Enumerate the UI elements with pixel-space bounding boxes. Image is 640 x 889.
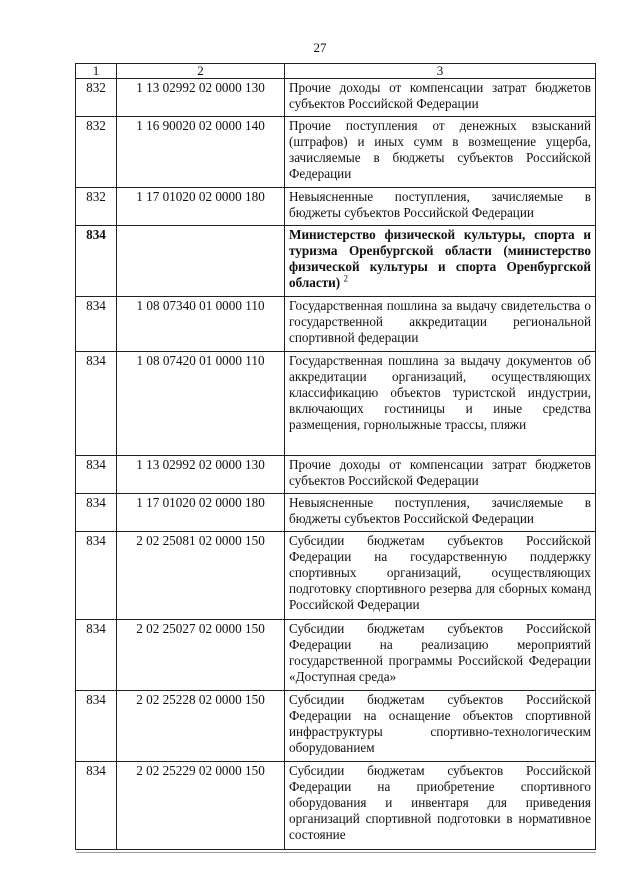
revenue-name-cell (285, 79, 596, 117)
revenue-name-text: Субсидии бюджетам субъектов Российской Федерации на государственную поддержку спортивных организаций, осуществляющих подготовку спортивного резерва для сборных команд Российской Федерации (289, 533, 591, 612)
revenue-code-cell: 1 17 01020 02 0000 180 (117, 188, 285, 226)
page-number: 27 (313, 40, 327, 55)
revenue-name-cell (285, 456, 596, 494)
admin-code-cell: 834 (76, 691, 117, 762)
revenue-code-cell: 2 02 25027 02 0000 150 (117, 620, 285, 691)
revenue-name-text: Министерство физической культуры, спорта и туризма Оренбургской области (министерство физической культуры и спорта Оренбургской области) (289, 227, 591, 290)
revenue-name-cell (285, 691, 596, 762)
table-row (76, 226, 596, 297)
revenue-name-text: Субсидии бюджетам субъектов Российской Федерации на оснащение объектов спортивной инфраструктуры спортивно-технологическим оборудованием (289, 692, 591, 755)
revenue-name-cell (285, 532, 596, 620)
table-row (76, 456, 596, 494)
table-row (76, 620, 596, 691)
revenue-codes-table (75, 63, 596, 850)
revenue-code-cell: 2 02 25228 02 0000 150 (117, 691, 285, 762)
page-bottom-edge (76, 852, 596, 853)
admin-code-cell: 834 (76, 352, 117, 456)
footnote-marker: 2 (343, 273, 348, 284)
revenue-name-text: Невыясненные поступления, зачисляемые в бюджеты субъектов Российской Федерации (289, 189, 591, 220)
revenue-name-cell (285, 117, 596, 188)
revenue-name-cell (285, 297, 596, 352)
revenue-name-cell (285, 188, 596, 226)
table-row (76, 494, 596, 532)
table-row (76, 532, 596, 620)
revenue-code-cell: 1 16 90020 02 0000 140 (117, 117, 285, 188)
admin-code-cell: 834 (76, 456, 117, 494)
revenue-name-text: Субсидии бюджетам субъектов Российской Федерации на приобретение спортивного оборудования и инвентаря для приведения организаций спортивной подготовки в нормативное состояние (289, 763, 591, 842)
table-row (76, 691, 596, 762)
revenue-code-cell: 2 02 25229 02 0000 150 (117, 762, 285, 850)
admin-code-cell: 834 (76, 494, 117, 532)
revenue-code-cell (117, 226, 285, 297)
table-row (76, 762, 596, 850)
admin-code-cell: 834 (76, 762, 117, 850)
revenue-name-cell (285, 226, 596, 297)
revenue-name-text: Государственная пошлина за выдачу свидетельства о государственной аккредитации региональной спортивной федерации (289, 298, 591, 345)
revenue-name-text: Невыясненные поступления, зачисляемые в бюджеты субъектов Российской Федерации (289, 495, 591, 526)
revenue-code-cell: 1 08 07420 01 0000 110 (117, 352, 285, 456)
column-header-2: 2 (117, 64, 285, 79)
revenue-code-cell: 1 13 02992 02 0000 130 (117, 79, 285, 117)
table-body (76, 64, 596, 850)
revenue-name-text: Прочие поступления от денежных взысканий (штрафов) и иных сумм в возмещение ущерба, зачисляемые в бюджеты субъектов Российской Федерации (289, 118, 591, 181)
table-row (76, 297, 596, 352)
revenue-code-cell: 1 17 01020 02 0000 180 (117, 494, 285, 532)
revenue-name-cell (285, 494, 596, 532)
revenue-code-cell: 2 02 25081 02 0000 150 (117, 532, 285, 620)
column-header-3: 3 (285, 64, 596, 79)
admin-code-cell: 834 (76, 532, 117, 620)
revenue-code-cell: 1 13 02992 02 0000 130 (117, 456, 285, 494)
table-row (76, 79, 596, 117)
admin-code-cell: 832 (76, 79, 117, 117)
admin-code-cell: 834 (76, 226, 117, 297)
revenue-name-cell (285, 352, 596, 456)
admin-code-cell: 834 (76, 297, 117, 352)
column-header-1: 1 (76, 64, 117, 79)
revenue-name-text: Прочие доходы от компенсации затрат бюджетов субъектов Российской Федерации (289, 457, 591, 488)
admin-code-cell: 832 (76, 117, 117, 188)
revenue-code-cell: 1 08 07340 01 0000 110 (117, 297, 285, 352)
table-row (76, 352, 596, 456)
table-row (76, 117, 596, 188)
admin-code-cell: 834 (76, 620, 117, 691)
table-header-row (76, 64, 596, 79)
revenue-name-cell (285, 762, 596, 850)
revenue-name-text: Субсидии бюджетам субъектов Российской Федерации на реализацию мероприятий государственной программы Российской Федерации «Доступная среда» (289, 621, 591, 684)
table-row (76, 188, 596, 226)
revenue-name-cell (285, 620, 596, 691)
revenue-name-text: Государственная пошлина за выдачу документов об аккредитации организаций, осуществляющих классификацию объектов туристской индустрии, включающих гостиницы и иные средства размещения, горнолыжные трассы, пляжи (289, 353, 591, 432)
admin-code-cell: 832 (76, 188, 117, 226)
revenue-name-text: Прочие доходы от компенсации затрат бюджетов субъектов Российской Федерации (289, 80, 591, 111)
